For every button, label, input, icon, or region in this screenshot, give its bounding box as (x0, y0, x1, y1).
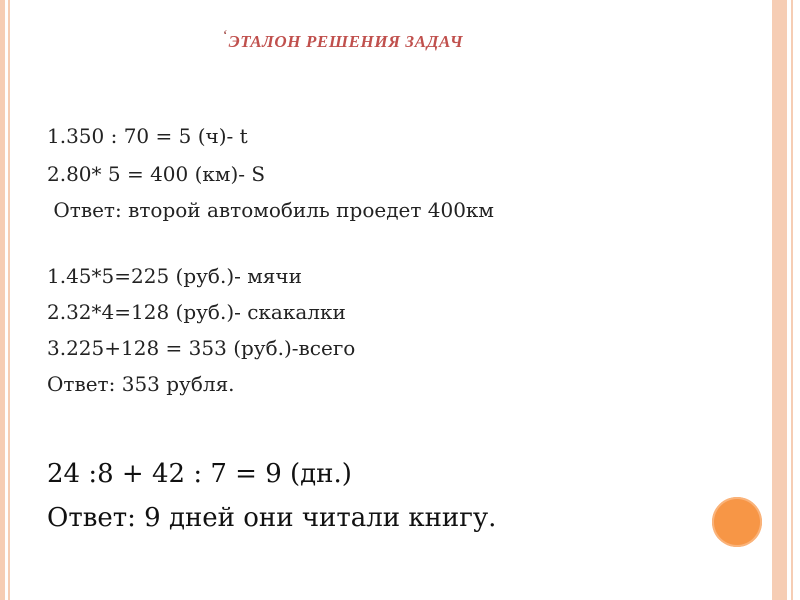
left-frame-line (8, 0, 10, 600)
left-frame-band (0, 0, 5, 600)
title-text: ЭТАЛОН РЕШЕНИЯ ЗАДАЧ (228, 32, 464, 51)
task2-step-1: 1.45*5=225 (руб.)- мячи (47, 264, 302, 288)
task2-answer: Ответ: 353 рубля. (47, 372, 235, 396)
task2-step-2: 2.32*4=128 (руб.)- скакалки (47, 300, 346, 324)
right-frame-band (772, 0, 787, 600)
task1-step-2: 2.80* 5 = 400 (км)- S (47, 162, 266, 186)
task2-step-3: 3.225+128 = 353 (руб.)-всего (47, 336, 356, 360)
decorative-circle (712, 497, 762, 547)
task3-answer: Ответ: 9 дней они читали книгу. (47, 503, 497, 533)
task1-answer: Ответ: второй автомобиль проедет 400км (47, 198, 494, 222)
task1-step-1: 1.350 : 70 = 5 (ч)- t (47, 124, 248, 148)
title-quote-mark: ‘ (222, 28, 228, 44)
right-frame-line (791, 0, 793, 600)
task3-equation: 24 :8 + 42 : 7 = 9 (дн.) (47, 459, 352, 489)
slide-title (222, 28, 464, 52)
